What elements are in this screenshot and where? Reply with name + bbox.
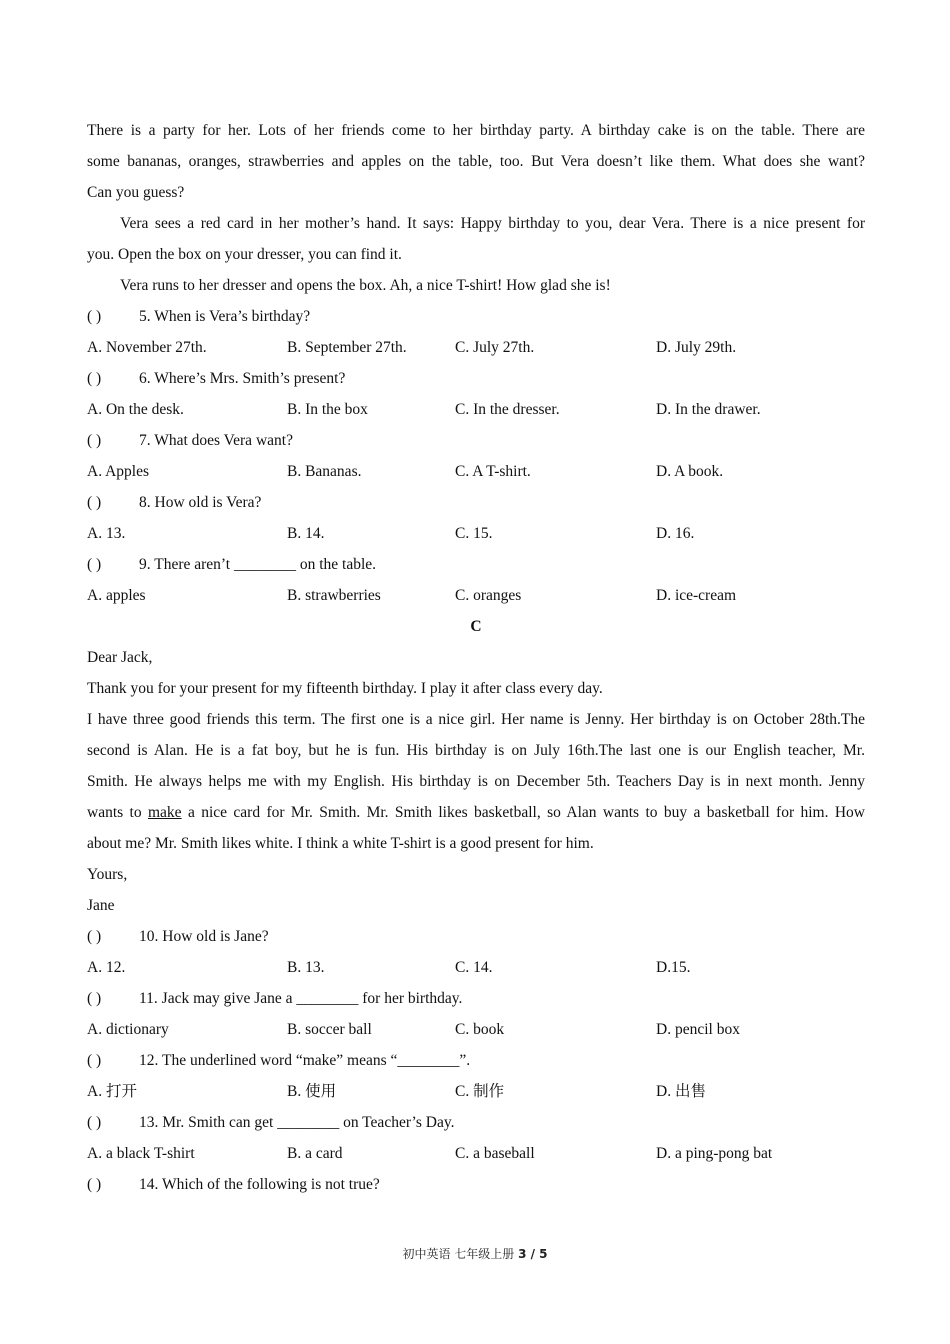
question-text: 12. The underlined word “make” means “________”.	[139, 1052, 471, 1069]
question-text: 5. When is Vera’s birthday?	[139, 308, 311, 325]
letter-line: second is Alan. He is a fat boy, but he is fun. His birthday is on July 16th.The last one is our English teacher, Mr.	[87, 742, 865, 759]
option-a: A. dictionary	[87, 1021, 169, 1038]
option-d: D. ice-cream	[656, 587, 737, 604]
option-b: B. a card	[287, 1145, 343, 1162]
question-text: 8. How old is Vera?	[139, 494, 262, 511]
option-c: C. A T-shirt.	[455, 463, 531, 480]
option-b: B. Bananas.	[287, 463, 362, 480]
option-d: D. July 29th.	[656, 339, 737, 356]
option-c: C. 制作	[455, 1083, 505, 1100]
option-c: C. In the dresser.	[455, 401, 560, 418]
option-d: D. 16.	[656, 525, 695, 542]
question-11	[87, 983, 865, 1045]
passage-line: There is a party for her. Lots of her friends come to her birthday party. A birthday cake is on the table. There are	[87, 122, 865, 139]
option-c: C. 15.	[455, 525, 493, 542]
question-12	[87, 1045, 865, 1107]
question-text: 11. Jack may give Jane a ________ for her birthday.	[139, 990, 463, 1007]
option-a: A. 12.	[87, 959, 126, 976]
option-a: A. 打开	[87, 1083, 137, 1100]
passage-line: Vera sees a red card in her mother’s hand. It says: Happy birthday to you, dear Vera. There is a nice present for	[120, 215, 865, 232]
option-b: B. strawberries	[287, 587, 381, 604]
question-text: 10. How old is Jane?	[139, 928, 269, 945]
option-a: A. Apples	[87, 463, 149, 480]
option-d: D. In the drawer.	[656, 401, 761, 418]
question-text: 6. Where’s Mrs. Smith’s present?	[139, 370, 346, 387]
passage-line: you. Open the box on your dresser, you can find it.	[87, 246, 402, 263]
option-d: D. 出售	[656, 1083, 706, 1100]
answer-blank[interactable]: ( )	[87, 494, 102, 511]
answer-blank[interactable]: ( )	[87, 990, 102, 1007]
option-a: A. 13.	[87, 525, 126, 542]
letter-greeting: Dear Jack,	[87, 649, 153, 666]
option-c: C. oranges	[455, 587, 522, 604]
passage-line: Can you guess?	[87, 184, 185, 201]
option-b: B. September 27th.	[287, 339, 407, 356]
question-5	[87, 301, 865, 363]
letter-signature: Jane	[87, 897, 115, 914]
question-7	[87, 425, 865, 487]
question-text: 7. What does Vera want?	[139, 432, 293, 449]
footer-text: 初中英语 七年级上册	[402, 1247, 519, 1261]
answer-blank[interactable]: ( )	[87, 1176, 102, 1193]
option-a: A. November 27th.	[87, 339, 207, 356]
question-13	[87, 1107, 865, 1169]
question-text: 9. There aren’t ________ on the table.	[139, 556, 377, 573]
option-b: B. soccer ball	[287, 1021, 372, 1038]
question-10	[87, 921, 865, 983]
option-c: C. July 27th.	[455, 339, 535, 356]
option-d: D. A book.	[656, 463, 724, 480]
option-a: A. a black T-shirt	[87, 1145, 195, 1162]
passage-line: some bananas, oranges, strawberries and apples on the table, too. But Vera doesn’t like them. What does she want?	[87, 153, 865, 170]
option-d: D. a ping-pong bat	[656, 1145, 773, 1162]
letter-line: I have three good friends this term. The first one is a nice girl. Her name is Jenny. Her birthday is on October 28th.The	[87, 711, 865, 728]
answer-blank[interactable]: ( )	[87, 1052, 102, 1069]
letter-line: Thank you for your present for my fifteenth birthday. I play it after class every day.	[87, 680, 603, 697]
exam-page-content	[87, 115, 865, 1200]
option-d: D. pencil box	[656, 1021, 740, 1038]
letter-line: about me? Mr. Smith likes white. I think a white T-shirt is a good present for him.	[87, 835, 594, 852]
question-14	[87, 1169, 865, 1200]
answer-blank[interactable]: ( )	[87, 432, 102, 449]
option-d: D.15.	[656, 959, 691, 976]
option-b: B. 使用	[287, 1083, 337, 1100]
underlined-word: make	[148, 804, 182, 821]
text-segment: wants to	[87, 804, 148, 821]
answer-blank[interactable]: ( )	[87, 928, 102, 945]
question-9	[87, 549, 865, 611]
option-b: B. In the box	[287, 401, 368, 418]
option-a: A. On the desk.	[87, 401, 184, 418]
option-c: C. book	[455, 1021, 505, 1038]
question-text: 14. Which of the following is not true?	[139, 1176, 380, 1193]
option-b: B. 14.	[287, 525, 325, 542]
page-footer	[0, 1245, 950, 1262]
option-b: B. 13.	[287, 959, 325, 976]
question-8	[87, 487, 865, 549]
option-c: C. a baseball	[455, 1145, 535, 1162]
passage-line: Vera runs to her dresser and opens the box. Ah, a nice T-shirt! How glad she is!	[120, 277, 611, 294]
text-segment: a nice card for Mr. Smith. Mr. Smith likes basketball, so Alan wants to buy a basketball for him. How	[181, 804, 865, 821]
answer-blank[interactable]: ( )	[87, 1114, 102, 1131]
answer-blank[interactable]: ( )	[87, 556, 102, 573]
letter-line	[87, 797, 865, 828]
question-6	[87, 363, 865, 425]
option-a: A. apples	[87, 587, 146, 604]
letter-closing: Yours,	[87, 866, 128, 883]
question-text: 13. Mr. Smith can get ________ on Teacher’s Day.	[139, 1114, 455, 1131]
answer-blank[interactable]: ( )	[87, 370, 102, 387]
page-number: 3 / 5	[518, 1247, 548, 1261]
section-heading: C	[470, 618, 482, 635]
letter-line: Smith. He always helps me with my English. His birthday is on December 5th. Teachers Day is in next month. Jenny	[87, 773, 865, 790]
option-c: C. 14.	[455, 959, 493, 976]
answer-blank[interactable]: ( )	[87, 308, 102, 325]
